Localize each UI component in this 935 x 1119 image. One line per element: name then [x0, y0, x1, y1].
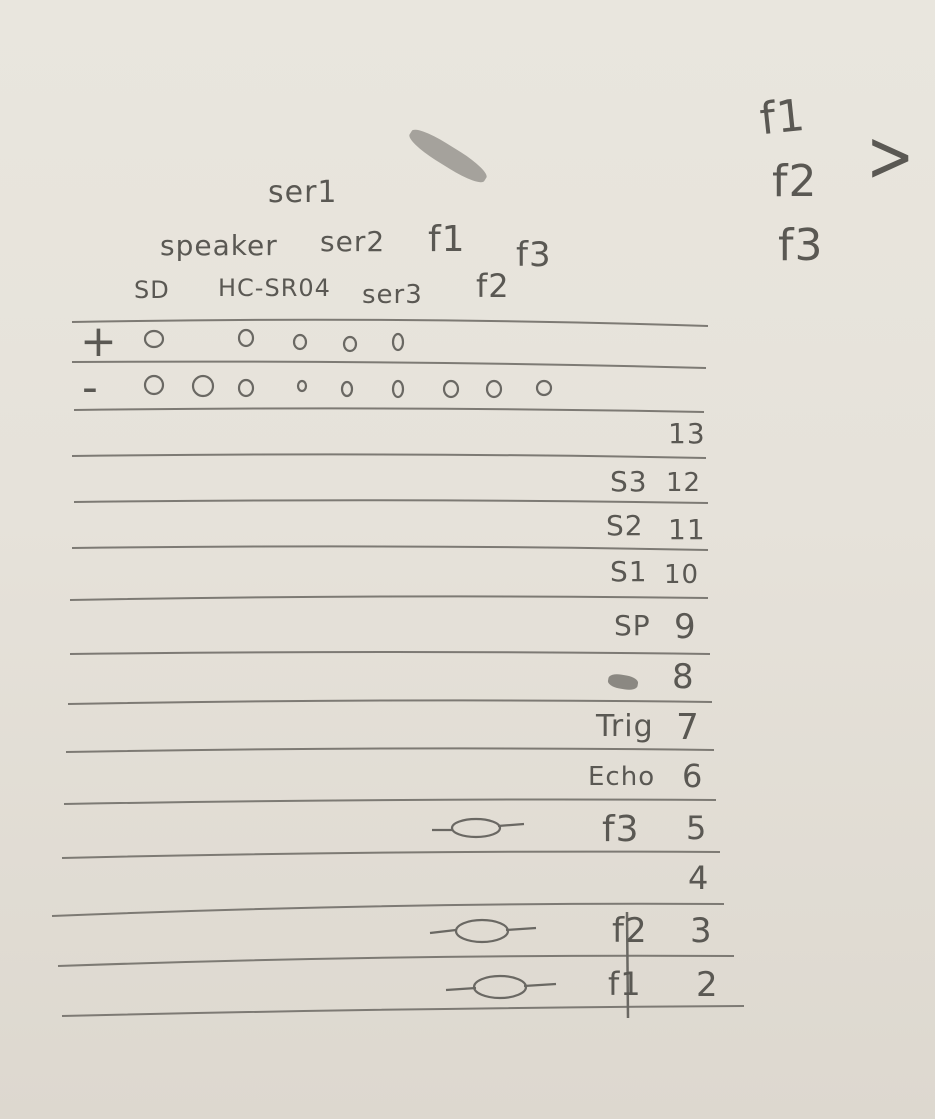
row-label: Trig — [596, 709, 654, 744]
note-f3: f3 — [778, 220, 824, 271]
minus-rail-pin — [145, 376, 163, 394]
row-number: 9 — [674, 607, 697, 647]
label-f1: f1 — [428, 219, 466, 260]
label-sd: SD — [134, 276, 170, 304]
force-sensor-f1-drawing — [446, 976, 556, 998]
ruled-line — [70, 596, 708, 600]
row-number: 2 — [696, 965, 719, 1005]
ruled-line — [74, 500, 708, 503]
minus-rail-pin — [393, 381, 403, 397]
minus-rail-pin — [239, 380, 253, 396]
minus-rail-pin — [193, 376, 213, 396]
minus-rail-pin — [537, 381, 551, 395]
label-f2: f2 — [476, 267, 510, 305]
label-f3: f3 — [516, 235, 552, 275]
row-number: 13 — [668, 417, 706, 450]
label-hc-sr04: HC-SR04 — [218, 274, 331, 302]
note-f1: f1 — [757, 89, 808, 146]
ruled-line — [72, 454, 706, 458]
label-ser1: ser1 — [268, 175, 338, 210]
row-number: 4 — [688, 859, 710, 897]
row-label: f3 — [602, 809, 640, 850]
row-label: f1 — [608, 965, 642, 1003]
plus-rail-pin — [239, 330, 253, 346]
minus-rail-pin — [487, 381, 501, 397]
ruled-line — [72, 546, 708, 550]
ruled-line — [62, 1006, 744, 1016]
row-label: S2 — [606, 509, 644, 542]
plus-rail-pin — [145, 331, 163, 347]
row-number: 3 — [690, 911, 713, 951]
plus-rail-pin — [393, 334, 403, 350]
minus-rail-pin — [444, 381, 458, 397]
label-ser3: ser3 — [362, 280, 423, 310]
note-f2: f2 — [772, 156, 818, 207]
ruled-line — [64, 800, 716, 805]
row-number: 8 — [672, 657, 695, 697]
ruled-line — [66, 748, 714, 752]
ruled-line — [72, 320, 708, 326]
ruled-line — [72, 362, 706, 368]
label-ser2: ser2 — [320, 225, 386, 258]
rail-plus-label: + — [80, 316, 118, 367]
row-label: f2 — [612, 911, 648, 951]
ruled-line — [74, 408, 704, 412]
force-sensor-f2-drawing — [430, 920, 536, 942]
label-speaker: speaker — [160, 229, 278, 262]
ruled-line — [68, 700, 712, 704]
ruled-line — [70, 652, 710, 654]
row-label: Echo — [588, 762, 656, 792]
force-sensor-f3-drawing — [432, 819, 524, 837]
note-bracket: > — [866, 114, 916, 198]
rail-minus-label: - — [82, 362, 99, 413]
plus-rail-pin — [294, 335, 306, 349]
row-label: S3 — [610, 465, 648, 498]
row-number: 7 — [676, 707, 700, 748]
row-number: 12 — [666, 468, 702, 498]
plus-rail-pin — [344, 337, 356, 351]
ruled-line — [62, 852, 720, 858]
row-number: 5 — [686, 809, 708, 847]
row-number: 11 — [668, 513, 706, 546]
row-label: S1 — [610, 555, 648, 588]
row-number: 6 — [682, 757, 704, 795]
row-label: SP — [614, 609, 651, 642]
minus-rail-pin — [342, 382, 352, 396]
row-number: 10 — [664, 560, 700, 590]
minus-rail-pin — [298, 381, 306, 391]
